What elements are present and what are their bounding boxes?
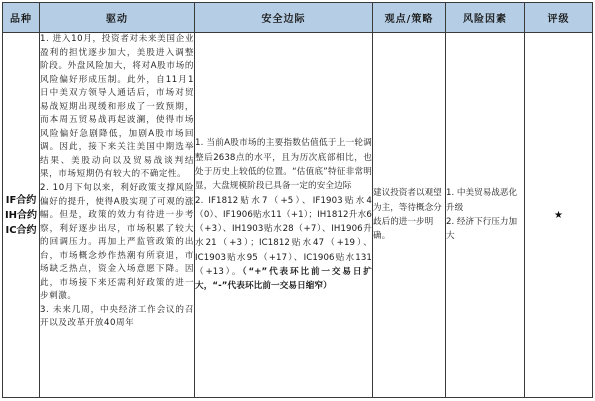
header-rating: 评级: [525, 3, 593, 33]
view-strategy-cell: [373, 33, 446, 398]
variety-ic: IC合约: [5, 224, 37, 236]
risk-factor-2: 2. 经济下行压力加大: [446, 217, 518, 242]
risk-factor-1: 1. 中美贸易战恶化升级: [446, 188, 518, 213]
safety-note: （“+”代表环比前一交易日扩大，“-”代表环比前一交易日缩窄）: [195, 267, 372, 292]
driver-point-1: 1. 进入10月，投资者对未来美国企业盈利的担忧逐步加大，美股进入调整阶段。外盘风险加大，将对A股市场的风险偏好形成压制。此外，自11月1日中美双方领导人通话后，市场对贸易战短期出现缓和形成了一致预期，而本周五贸易战再起波澜，使得市场风险偏好急剧降低，加剧A股市场回调。因此，接下来关注美国中期选举结果、美股动向以及贸易战谈判结果，市场短期仍有较大的不确定性。: [40, 34, 194, 180]
view-strategy-text: 建议投资者以观望为主，等待概念分歧后的进一步明确。: [373, 188, 442, 242]
variety-cell: [3, 33, 40, 398]
variety-ih: IH合约: [4, 209, 38, 221]
header-view-strategy: 观点/策略: [373, 3, 446, 33]
futures-strategy-table: [2, 2, 593, 398]
header-variety: 品种: [3, 3, 40, 33]
risk-factors-cell: [446, 33, 525, 398]
header-risk-factors: 风险因素: [446, 3, 525, 33]
rating-star-icon: ★: [554, 209, 563, 221]
safety-point-1: 1. 当前A股市场的主要指数估值低于上一轮调整后2638点的水平，且为历次底部相比，也处于历史上较低的位置。“估值底”特征非常明显，大盘规模阶段已具备一定的安全边际: [195, 138, 372, 192]
content-row: [3, 33, 593, 398]
safety-point-2: 2. IF1812贴水7（+5）、IF1903贴水4（0）、IF1906贴水11（+1）；IH1812升水6（+3）、IH1903贴水28（+7）、IH1906升水21（+3）；IC1812贴水47（+19）、IC1903贴水95（+17）、IC1906贴水131（+13）。: [195, 195, 372, 278]
rating-cell: [525, 33, 593, 398]
drivers-cell: [40, 33, 195, 398]
variety-if: IF合约: [5, 194, 37, 206]
header-row: [3, 3, 593, 33]
driver-point-3: 3. 未来几周，中央经济工作会议的召开以及改革开放40周年: [40, 304, 194, 329]
header-drivers: 驱动: [40, 3, 195, 33]
driver-point-2: 2. 10月下旬以来，利好政策支撑风险偏好的提升，使得A股实现了可观的涨幅。但是，政策的效力有待进一步考察，利好逐步出尽，市场积累了较大的回调压力。再加上严监管政策的出台，市场概念炒作热潮有所衰退，市场缺乏热点，资金入场意愿下降。因此，市场接下来还需利好政策的进一步刺激。: [40, 183, 194, 302]
header-safety-margin: 安全边际: [195, 3, 373, 33]
safety-margin-cell: [195, 33, 373, 398]
